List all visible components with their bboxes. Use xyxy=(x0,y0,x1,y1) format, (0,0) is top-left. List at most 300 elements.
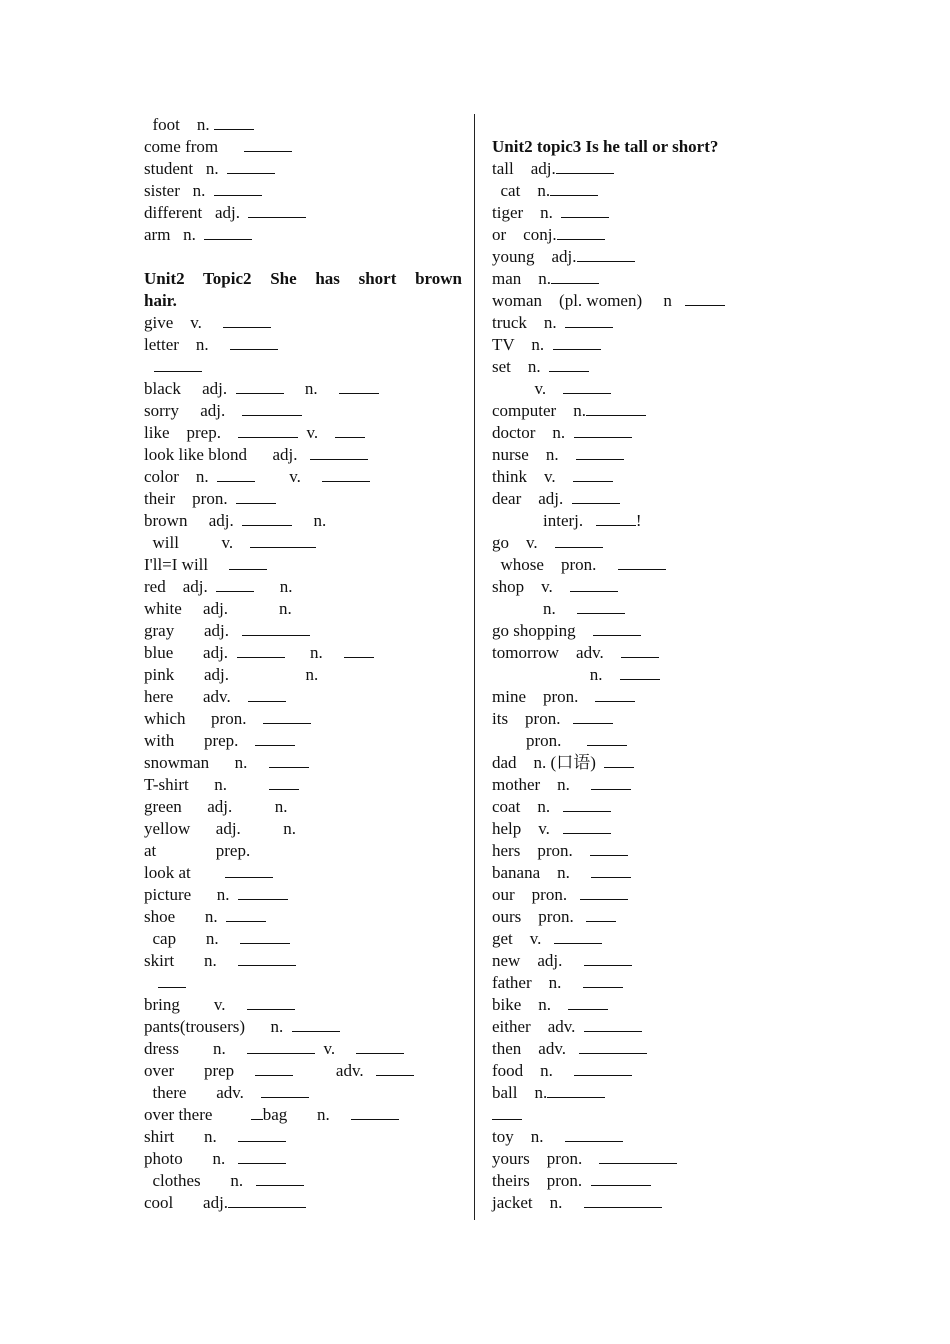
vocab-text: then adv. xyxy=(492,1039,579,1058)
vocab-row xyxy=(144,356,462,378)
vocab-text: toy n. xyxy=(492,1127,565,1146)
answer-blank[interactable] xyxy=(568,994,608,1010)
answer-blank[interactable] xyxy=(226,906,266,922)
vocab-row xyxy=(144,576,462,598)
answer-blank[interactable] xyxy=(621,642,659,658)
vocab-row xyxy=(144,598,462,620)
vocab-row xyxy=(492,224,792,246)
vocab-text: pants(trousers) n. xyxy=(144,1017,292,1036)
vocab-text: bring v. xyxy=(144,995,247,1014)
vocab-text: man n. xyxy=(492,269,552,288)
vocab-text: green adj. n. xyxy=(144,797,288,816)
answer-blank[interactable] xyxy=(584,1192,662,1208)
vocab-text: tall adj. xyxy=(492,159,556,178)
vocab-text: foot n. xyxy=(144,115,214,134)
vocab-text: think v. xyxy=(492,467,573,486)
answer-blank[interactable] xyxy=(570,576,618,592)
answer-blank[interactable] xyxy=(158,972,186,988)
answer-blank[interactable] xyxy=(591,1170,651,1186)
vocab-text: I'll=I will xyxy=(144,555,230,574)
answer-blank[interactable] xyxy=(557,224,605,240)
answer-blank[interactable] xyxy=(591,862,631,878)
vocab-text: here adv. xyxy=(144,687,248,706)
vocab-text: go v. xyxy=(492,533,555,552)
vocab-row xyxy=(492,884,792,906)
vocab-text: different adj. xyxy=(144,203,249,222)
answer-blank[interactable] xyxy=(248,202,306,218)
vocab-text: cool adj. xyxy=(144,1193,229,1212)
answer-blank[interactable] xyxy=(573,466,613,482)
vocab-text: bike n. xyxy=(492,995,569,1014)
vocab-text: either adv. xyxy=(492,1017,584,1036)
vocab-row xyxy=(492,1126,792,1148)
vocab-row xyxy=(144,950,462,972)
vocab-row xyxy=(144,818,462,840)
vocab-text: gray adj. xyxy=(144,621,242,640)
vocab-row xyxy=(144,136,462,158)
answer-blank[interactable] xyxy=(574,422,632,438)
vocab-text: yours pron. xyxy=(492,1149,600,1168)
vocab-text: n. xyxy=(492,665,620,684)
vocab-row xyxy=(144,1148,462,1170)
column-divider xyxy=(474,114,475,1220)
answer-blank[interactable] xyxy=(238,950,296,966)
vocab-text: doctor n. xyxy=(492,423,574,442)
vocab-row xyxy=(492,796,792,818)
vocab-text: will v. xyxy=(144,533,251,552)
answer-blank[interactable] xyxy=(549,356,589,372)
vocab-text: snowman n. xyxy=(144,753,269,772)
vocab-row xyxy=(492,246,792,268)
vocab-text: sorry adj. xyxy=(144,401,243,420)
vocab-text: ball n. xyxy=(492,1083,548,1102)
vocab-text: dear adj. xyxy=(492,489,572,508)
vocab-row xyxy=(144,1104,462,1126)
answer-blank[interactable] xyxy=(586,400,646,416)
answer-blank[interactable] xyxy=(223,312,271,328)
answer-blank[interactable] xyxy=(565,312,613,328)
answer-blank[interactable] xyxy=(236,488,276,504)
vocab-row xyxy=(492,1016,792,1038)
vocab-text: dress n. xyxy=(144,1039,247,1058)
vocab-row xyxy=(144,906,462,928)
vocab-text: look like blond adj. xyxy=(144,445,311,464)
vocab-row xyxy=(492,928,792,950)
vocab-row xyxy=(492,972,792,994)
vocab-text: come from xyxy=(144,137,244,156)
vocab-text: skirt n. xyxy=(144,951,238,970)
vocab-text: red adj. xyxy=(144,577,217,596)
vocab-text: pron. xyxy=(492,731,587,750)
vocab-row xyxy=(492,752,792,774)
vocab-row xyxy=(144,466,462,488)
vocab-text: mother n. xyxy=(492,775,592,794)
vocab-row xyxy=(492,818,792,840)
vocab-text: which pron. xyxy=(144,709,264,728)
vocab-text-2: n. xyxy=(292,511,327,530)
vocab-row xyxy=(144,708,462,730)
vocab-row xyxy=(492,1170,792,1192)
vocab-text-2: adv. xyxy=(293,1061,377,1080)
vocab-text: give v. xyxy=(144,313,224,332)
vocab-row xyxy=(492,268,792,290)
vocab-row xyxy=(144,158,462,180)
answer-blank[interactable] xyxy=(573,708,613,724)
answer-blank[interactable] xyxy=(244,136,292,152)
vocab-row xyxy=(144,554,462,576)
vocab-row xyxy=(492,202,792,224)
vocab-text: interj. xyxy=(492,511,596,530)
answer-blank[interactable] xyxy=(216,576,254,592)
vocab-text: truck n. xyxy=(492,313,566,332)
vocab-row xyxy=(492,686,792,708)
vocab-row xyxy=(492,290,792,312)
vocab-text: tomorrow adv. xyxy=(492,643,621,662)
vocab-text: food n. xyxy=(492,1061,575,1080)
vocab-row xyxy=(144,114,462,136)
vocab-text: tiger n. xyxy=(492,203,562,222)
answer-blank[interactable] xyxy=(599,1148,677,1164)
vocab-row xyxy=(492,488,792,510)
vocab-row xyxy=(144,1082,462,1104)
answer-blank[interactable] xyxy=(322,466,370,482)
vocab-text: set n. xyxy=(492,357,550,376)
vocab-row xyxy=(492,598,792,620)
vocab-text: with prep. xyxy=(144,731,256,750)
answer-blank[interactable] xyxy=(214,180,262,196)
vocab-row xyxy=(492,708,792,730)
vocab-row xyxy=(144,488,462,510)
vocab-text: student n. xyxy=(144,159,228,178)
answer-blank[interactable] xyxy=(356,1038,404,1054)
answer-blank[interactable] xyxy=(255,1060,293,1076)
answer-blank[interactable] xyxy=(584,1016,642,1032)
vocab-text: n. xyxy=(492,599,577,618)
vocab-text: white adj. n. xyxy=(144,599,292,618)
section-heading: Unit2 topic3 Is he tall or short? xyxy=(492,137,719,156)
vocab-row xyxy=(144,730,462,752)
vocab-row xyxy=(144,400,462,422)
vocab-row xyxy=(492,774,792,796)
vocab-row xyxy=(144,312,462,334)
answer-blank[interactable] xyxy=(563,378,611,394)
vocab-text: get v. xyxy=(492,929,555,948)
vocab-text-2: v. xyxy=(255,467,323,486)
answer-blank[interactable] xyxy=(577,246,635,262)
vocab-row xyxy=(492,334,792,356)
answer-blank[interactable] xyxy=(242,400,302,416)
vocab-row xyxy=(492,1038,792,1060)
answer-blank[interactable] xyxy=(587,730,627,746)
answer-blank[interactable] xyxy=(572,488,620,504)
answer-blank[interactable] xyxy=(236,378,284,394)
vocab-text: letter n. xyxy=(144,335,230,354)
vocab-row xyxy=(144,994,462,1016)
vocab-text: jacket n. xyxy=(492,1193,584,1212)
vocab-row xyxy=(144,180,462,202)
vocab-text: new adj. xyxy=(492,951,584,970)
answer-blank[interactable] xyxy=(492,1104,522,1120)
vocab-row xyxy=(492,400,792,422)
vocab-text: go shopping xyxy=(492,621,593,640)
vocab-row xyxy=(492,906,792,928)
vocab-row xyxy=(492,730,792,752)
vocab-text: their pron. xyxy=(144,489,237,508)
answer-blank[interactable] xyxy=(217,466,255,482)
vocab-row xyxy=(144,620,462,642)
answer-blank[interactable] xyxy=(580,884,628,900)
answer-blank[interactable] xyxy=(250,532,316,548)
answer-blank[interactable] xyxy=(574,1060,632,1076)
answer-blank[interactable] xyxy=(550,180,598,196)
vocab-row xyxy=(492,1082,792,1104)
vocab-row xyxy=(144,972,462,994)
vocab-text: arm n. xyxy=(144,225,205,244)
vocab-text-2: v. xyxy=(314,1039,357,1058)
answer-blank[interactable] xyxy=(590,840,628,856)
vocab-text-2: n. xyxy=(254,577,293,596)
answer-blank[interactable] xyxy=(586,906,616,922)
answer-blank[interactable] xyxy=(555,532,603,548)
answer-blank[interactable] xyxy=(565,1126,623,1142)
answer-blank[interactable] xyxy=(242,510,292,526)
vocab-row xyxy=(492,994,792,1016)
answer-blank[interactable] xyxy=(556,158,614,174)
vocab-text: shoe n. xyxy=(144,907,227,926)
answer-blank[interactable] xyxy=(596,510,636,526)
answer-blank[interactable] xyxy=(604,752,634,768)
vocab-row xyxy=(144,752,462,774)
vocab-row xyxy=(492,862,792,884)
vocab-text: cat n. xyxy=(492,181,551,200)
spacer xyxy=(492,114,792,136)
vocab-text: black adj. xyxy=(144,379,236,398)
vocab-text: whose pron. xyxy=(492,555,618,574)
answer-blank[interactable] xyxy=(238,1148,286,1164)
answer-blank[interactable] xyxy=(579,1038,647,1054)
spacer xyxy=(144,246,462,268)
vocab-row xyxy=(144,444,462,466)
vocab-text: like prep. xyxy=(144,423,238,442)
vocab-text: hers pron. xyxy=(492,841,590,860)
section-heading: Unit2 Topic2 She has short brown xyxy=(144,269,462,288)
vocab-text: over there xyxy=(144,1105,251,1124)
vocab-text: woman (pl. women) n xyxy=(492,291,685,310)
vocab-row xyxy=(492,356,792,378)
answer-blank[interactable] xyxy=(228,1192,306,1208)
vocab-text: picture n. xyxy=(144,885,238,904)
vocab-text: mine pron. xyxy=(492,687,596,706)
answer-blank[interactable] xyxy=(563,796,611,812)
vocab-row xyxy=(144,774,462,796)
vocab-text: young adj. xyxy=(492,247,577,266)
vocab-text-2: bag n. xyxy=(262,1105,351,1124)
vocab-row xyxy=(492,532,792,554)
vocab-text: computer n. xyxy=(492,401,586,420)
answer-blank[interactable] xyxy=(344,642,374,658)
answer-blank[interactable] xyxy=(618,554,666,570)
answer-blank[interactable] xyxy=(154,356,202,372)
vocab-row xyxy=(144,378,462,400)
answer-blank[interactable] xyxy=(269,752,309,768)
vocab-row xyxy=(492,1104,792,1126)
vocab-text: ours pron. xyxy=(492,907,587,926)
right-column xyxy=(492,114,792,1214)
vocab-text: clothes n. xyxy=(144,1171,256,1190)
answer-blank[interactable] xyxy=(238,422,298,438)
answer-blank[interactable] xyxy=(577,598,625,614)
answer-blank[interactable] xyxy=(247,1038,315,1054)
answer-blank[interactable] xyxy=(261,1082,309,1098)
vocab-text: its pron. xyxy=(492,709,574,728)
vocab-row xyxy=(144,202,462,224)
vocab-row xyxy=(492,1060,792,1082)
vocab-text: brown adj. xyxy=(144,511,243,530)
vocab-text: color n. xyxy=(144,467,218,486)
answer-blank[interactable] xyxy=(242,620,310,636)
vocab-row xyxy=(492,620,792,642)
vocab-suffix: ! xyxy=(635,511,642,530)
vocab-row xyxy=(492,180,792,202)
answer-blank[interactable] xyxy=(547,1082,605,1098)
vocab-row xyxy=(144,334,462,356)
answer-blank[interactable] xyxy=(554,928,602,944)
vocab-text: over prep xyxy=(144,1061,256,1080)
answer-blank[interactable] xyxy=(685,290,725,306)
vocab-row xyxy=(144,928,462,950)
section-heading-cont: hair. xyxy=(144,291,177,310)
vocab-row xyxy=(492,576,792,598)
vocab-row xyxy=(144,1038,462,1060)
answer-blank[interactable] xyxy=(263,708,311,724)
answer-blank[interactable] xyxy=(339,378,379,394)
answer-blank[interactable] xyxy=(351,1104,399,1120)
vocab-row xyxy=(492,422,792,444)
vocab-text-2: n. xyxy=(284,643,345,662)
vocab-text: v. xyxy=(492,379,564,398)
answer-blank[interactable] xyxy=(376,1060,414,1076)
answer-blank[interactable] xyxy=(237,642,285,658)
vocab-text: blue adj. xyxy=(144,643,237,662)
vocab-text-2: n. xyxy=(283,379,339,398)
vocab-row xyxy=(144,1192,462,1214)
vocab-text: our pron. xyxy=(492,885,580,904)
answer-blank[interactable] xyxy=(225,862,273,878)
answer-blank[interactable] xyxy=(269,774,299,790)
answer-blank[interactable] xyxy=(238,1126,286,1142)
vocab-row xyxy=(492,1148,792,1170)
answer-blank[interactable] xyxy=(229,554,267,570)
answer-blank[interactable] xyxy=(551,268,599,284)
answer-blank[interactable] xyxy=(310,444,368,460)
vocab-text: shirt n. xyxy=(144,1127,238,1146)
answer-blank[interactable] xyxy=(256,1170,304,1186)
vocab-row xyxy=(492,1192,792,1214)
vocab-row xyxy=(492,664,792,686)
vocab-text: T-shirt n. xyxy=(144,775,270,794)
vocab-row xyxy=(492,642,792,664)
vocab-row xyxy=(144,1060,462,1082)
vocab-row xyxy=(492,444,792,466)
answer-blank[interactable] xyxy=(553,334,601,350)
left-column xyxy=(144,114,462,1214)
vocab-row xyxy=(144,1126,462,1148)
vocab-row xyxy=(144,532,462,554)
vocab-text: at prep. xyxy=(144,841,251,860)
vocab-row xyxy=(144,840,462,862)
vocab-text: father n. xyxy=(492,973,583,992)
vocab-text: nurse n. xyxy=(492,445,576,464)
answer-blank[interactable] xyxy=(576,444,624,460)
vocab-row xyxy=(144,884,462,906)
answer-blank[interactable] xyxy=(292,1016,340,1032)
answer-blank[interactable] xyxy=(247,994,295,1010)
answer-blank[interactable] xyxy=(583,972,623,988)
vocab-text: coat n. xyxy=(492,797,563,816)
vocab-row xyxy=(144,510,462,532)
vocab-text: dad n. (口语) xyxy=(492,753,605,772)
answer-blank[interactable] xyxy=(561,202,609,218)
answer-blank[interactable] xyxy=(620,664,660,680)
answer-blank[interactable] xyxy=(227,158,275,174)
answer-blank[interactable] xyxy=(335,422,365,438)
vocab-text: look at xyxy=(144,863,225,882)
vocab-row xyxy=(144,422,462,444)
answer-blank[interactable] xyxy=(240,928,290,944)
vocab-row xyxy=(144,642,462,664)
answer-blank[interactable] xyxy=(214,114,254,130)
vocab-row xyxy=(144,224,462,246)
vocab-row xyxy=(144,664,462,686)
vocab-text: there adv. xyxy=(144,1083,261,1102)
vocab-row xyxy=(492,378,792,400)
answer-blank[interactable] xyxy=(584,950,632,966)
vocab-row xyxy=(492,466,792,488)
answer-blank[interactable] xyxy=(563,818,611,834)
answer-blank[interactable] xyxy=(248,686,286,702)
answer-blank[interactable] xyxy=(595,686,635,702)
vocab-row xyxy=(144,796,462,818)
answer-blank[interactable] xyxy=(230,334,278,350)
vocab-row xyxy=(492,840,792,862)
vocab-text: shop v. xyxy=(492,577,570,596)
answer-blank[interactable] xyxy=(593,620,641,636)
vocab-text-2: v. xyxy=(297,423,336,442)
vocab-row xyxy=(492,312,792,334)
vocab-text: pink adj. n. xyxy=(144,665,319,684)
vocab-row xyxy=(492,950,792,972)
vocab-row xyxy=(144,1016,462,1038)
vocab-row xyxy=(492,554,792,576)
answer-blank[interactable] xyxy=(238,884,288,900)
answer-blank[interactable] xyxy=(255,730,295,746)
vocab-text: yellow adj. n. xyxy=(144,819,297,838)
vocab-text: theirs pron. xyxy=(492,1171,591,1190)
vocab-text: sister n. xyxy=(144,181,214,200)
vocab-row xyxy=(144,686,462,708)
vocab-row xyxy=(144,1170,462,1192)
vocab-row xyxy=(492,510,792,532)
vocab-text: help v. xyxy=(492,819,563,838)
answer-blank[interactable] xyxy=(204,224,252,240)
vocab-row xyxy=(492,158,792,180)
vocab-text: photo n. xyxy=(144,1149,238,1168)
answer-blank[interactable] xyxy=(591,774,631,790)
vocab-text: cap n. xyxy=(144,929,240,948)
vocab-text: banana n. xyxy=(492,863,592,882)
vocab-row xyxy=(144,862,462,884)
answer-blank[interactable] xyxy=(251,1104,263,1120)
